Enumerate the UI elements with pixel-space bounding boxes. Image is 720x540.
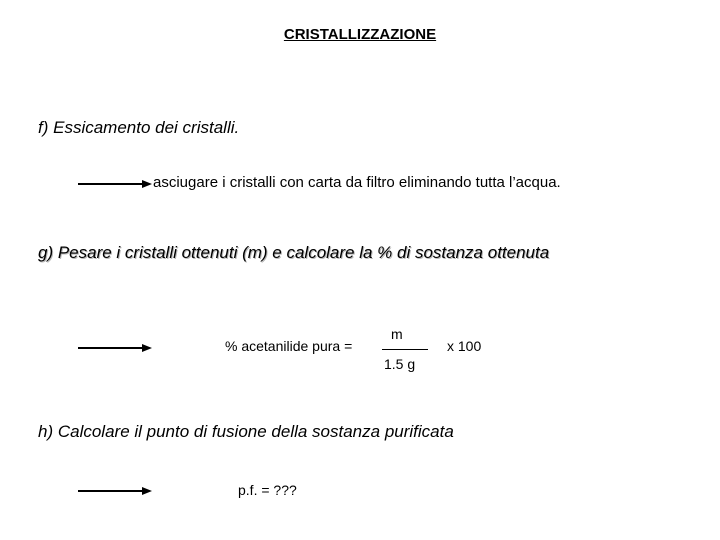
formula-label: % acetanilide pura = [225,338,353,354]
fraction-bar [382,349,428,350]
arrow-right-icon [78,341,154,355]
step-f-heading: f) Essicamento dei cristalli. [38,118,240,137]
arrow-right-icon [78,484,154,498]
formula-denominator: 1.5 g [384,356,416,372]
formula-numerator: m [391,326,403,342]
step-h-heading: h) Calcolare il punto di fusione della sostanza purificata [38,422,454,441]
arrow-right-icon [78,177,154,191]
step-f-description: asciugare i cristalli con carta da filtro eliminando tutta l’acqua. [153,174,561,191]
melting-point-result: p.f. = ??? [238,482,297,498]
page-title: CRISTALLIZZAZIONE [283,26,437,43]
step-g-heading: g) Pesare i cristalli ottenuti (m) e calcolare la % di sostanza ottenuta [38,243,550,262]
formula-multiplier: x 100 [447,338,482,354]
